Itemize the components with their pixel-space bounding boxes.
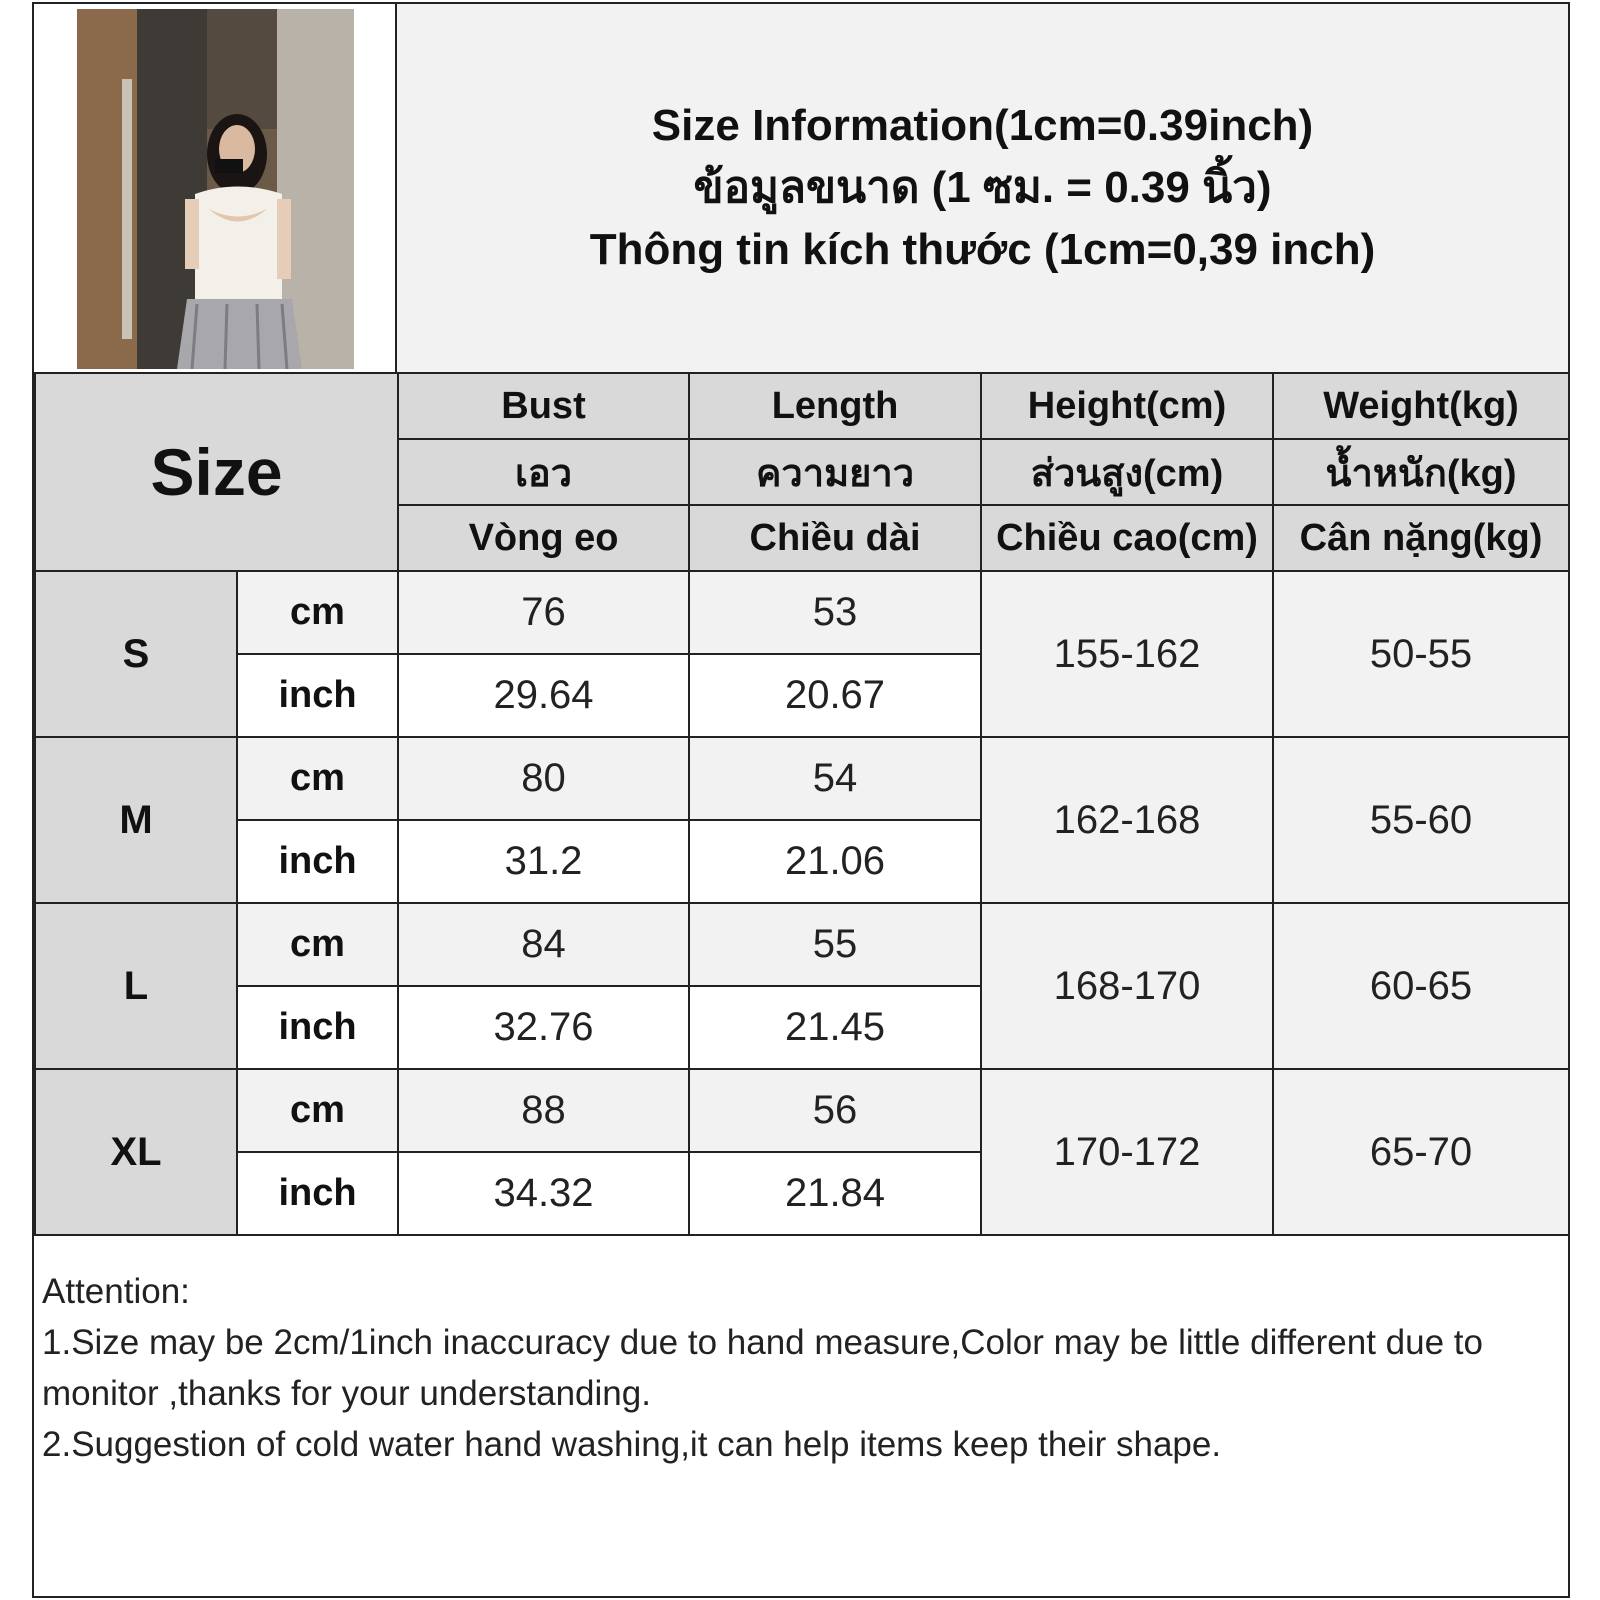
length-cm: 53 — [689, 571, 981, 654]
column-header-bust-vi: Vòng eo — [398, 505, 689, 571]
length-inch: 21.06 — [689, 820, 981, 903]
length-cm: 55 — [689, 903, 981, 986]
column-header-height-vi: Chiều cao(cm) — [981, 505, 1273, 571]
weight-range: 55-60 — [1273, 737, 1569, 903]
size-table — [34, 372, 1570, 1236]
column-header-height-th: ส่วนสูง(cm) — [981, 439, 1273, 505]
note-item-2: 2.Suggestion of cold water hand washing,it can help items keep their shape. — [42, 1425, 1222, 1464]
size-label: L — [35, 903, 237, 1069]
unit-inch: inch — [237, 654, 398, 737]
unit-inch: inch — [237, 1152, 398, 1235]
column-header-length: Length — [689, 373, 981, 439]
bust-cm: 80 — [398, 737, 689, 820]
photo-cell — [34, 4, 397, 372]
table-row — [35, 571, 1569, 654]
bust-cm: 88 — [398, 1069, 689, 1152]
table-row — [35, 737, 1569, 820]
title-cell — [397, 4, 1568, 372]
column-header-height: Height(cm) — [981, 373, 1273, 439]
length-cm: 56 — [689, 1069, 981, 1152]
table-row — [35, 903, 1569, 986]
bust-inch: 32.76 — [398, 986, 689, 1069]
unit-cm: cm — [237, 737, 398, 820]
title-thai: ข้อมูลขนาด (1 ซม. = 0.39 นิ้ว) — [693, 163, 1272, 212]
length-inch: 21.45 — [689, 986, 981, 1069]
bust-cm: 76 — [398, 571, 689, 654]
bust-inch: 29.64 — [398, 654, 689, 737]
column-header-length-th: ความยาว — [689, 439, 981, 505]
column-header-length-vi: Chiều dài — [689, 505, 981, 571]
height-range: 168-170 — [981, 903, 1273, 1069]
column-header-weight-vi: Cân nặng(kg) — [1273, 505, 1569, 571]
title-english: Size Information(1cm=0.39inch) — [651, 101, 1314, 150]
column-header-weight: Weight(kg) — [1273, 373, 1569, 439]
length-cm: 54 — [689, 737, 981, 820]
model-photo — [77, 9, 354, 369]
size-label: XL — [35, 1069, 237, 1235]
column-header-bust: Bust — [398, 373, 689, 439]
table-row — [35, 1069, 1569, 1152]
size-header: Size — [35, 373, 398, 571]
notes-heading: Attention: — [42, 1272, 190, 1311]
weight-range: 50-55 — [1273, 571, 1569, 737]
size-label: S — [35, 571, 237, 737]
bust-cm: 84 — [398, 903, 689, 986]
column-header-weight-th: น้ำหนัก(kg) — [1273, 439, 1569, 505]
length-inch: 21.84 — [689, 1152, 981, 1235]
bust-inch: 34.32 — [398, 1152, 689, 1235]
note-item-1: 1.Size may be 2cm/1inch inaccuracy due to hand measure,Color may be little different due to monitor ,thanks for your understanding. — [42, 1323, 1483, 1413]
size-chart-sheet — [32, 2, 1570, 1598]
unit-inch: inch — [237, 986, 398, 1069]
bust-inch: 31.2 — [398, 820, 689, 903]
title-vietnamese: Thông tin kích thước (1cm=0,39 inch) — [589, 225, 1376, 274]
unit-inch: inch — [237, 820, 398, 903]
height-range: 162-168 — [981, 737, 1273, 903]
column-header-bust-th: เอว — [398, 439, 689, 505]
weight-range: 65-70 — [1273, 1069, 1569, 1235]
unit-cm: cm — [237, 1069, 398, 1152]
unit-cm: cm — [237, 571, 398, 654]
height-range: 155-162 — [981, 571, 1273, 737]
weight-range: 60-65 — [1273, 903, 1569, 1069]
length-inch: 20.67 — [689, 654, 981, 737]
height-range: 170-172 — [981, 1069, 1273, 1235]
attention-notes — [42, 1266, 1562, 1470]
unit-cm: cm — [237, 903, 398, 986]
size-label: M — [35, 737, 237, 903]
